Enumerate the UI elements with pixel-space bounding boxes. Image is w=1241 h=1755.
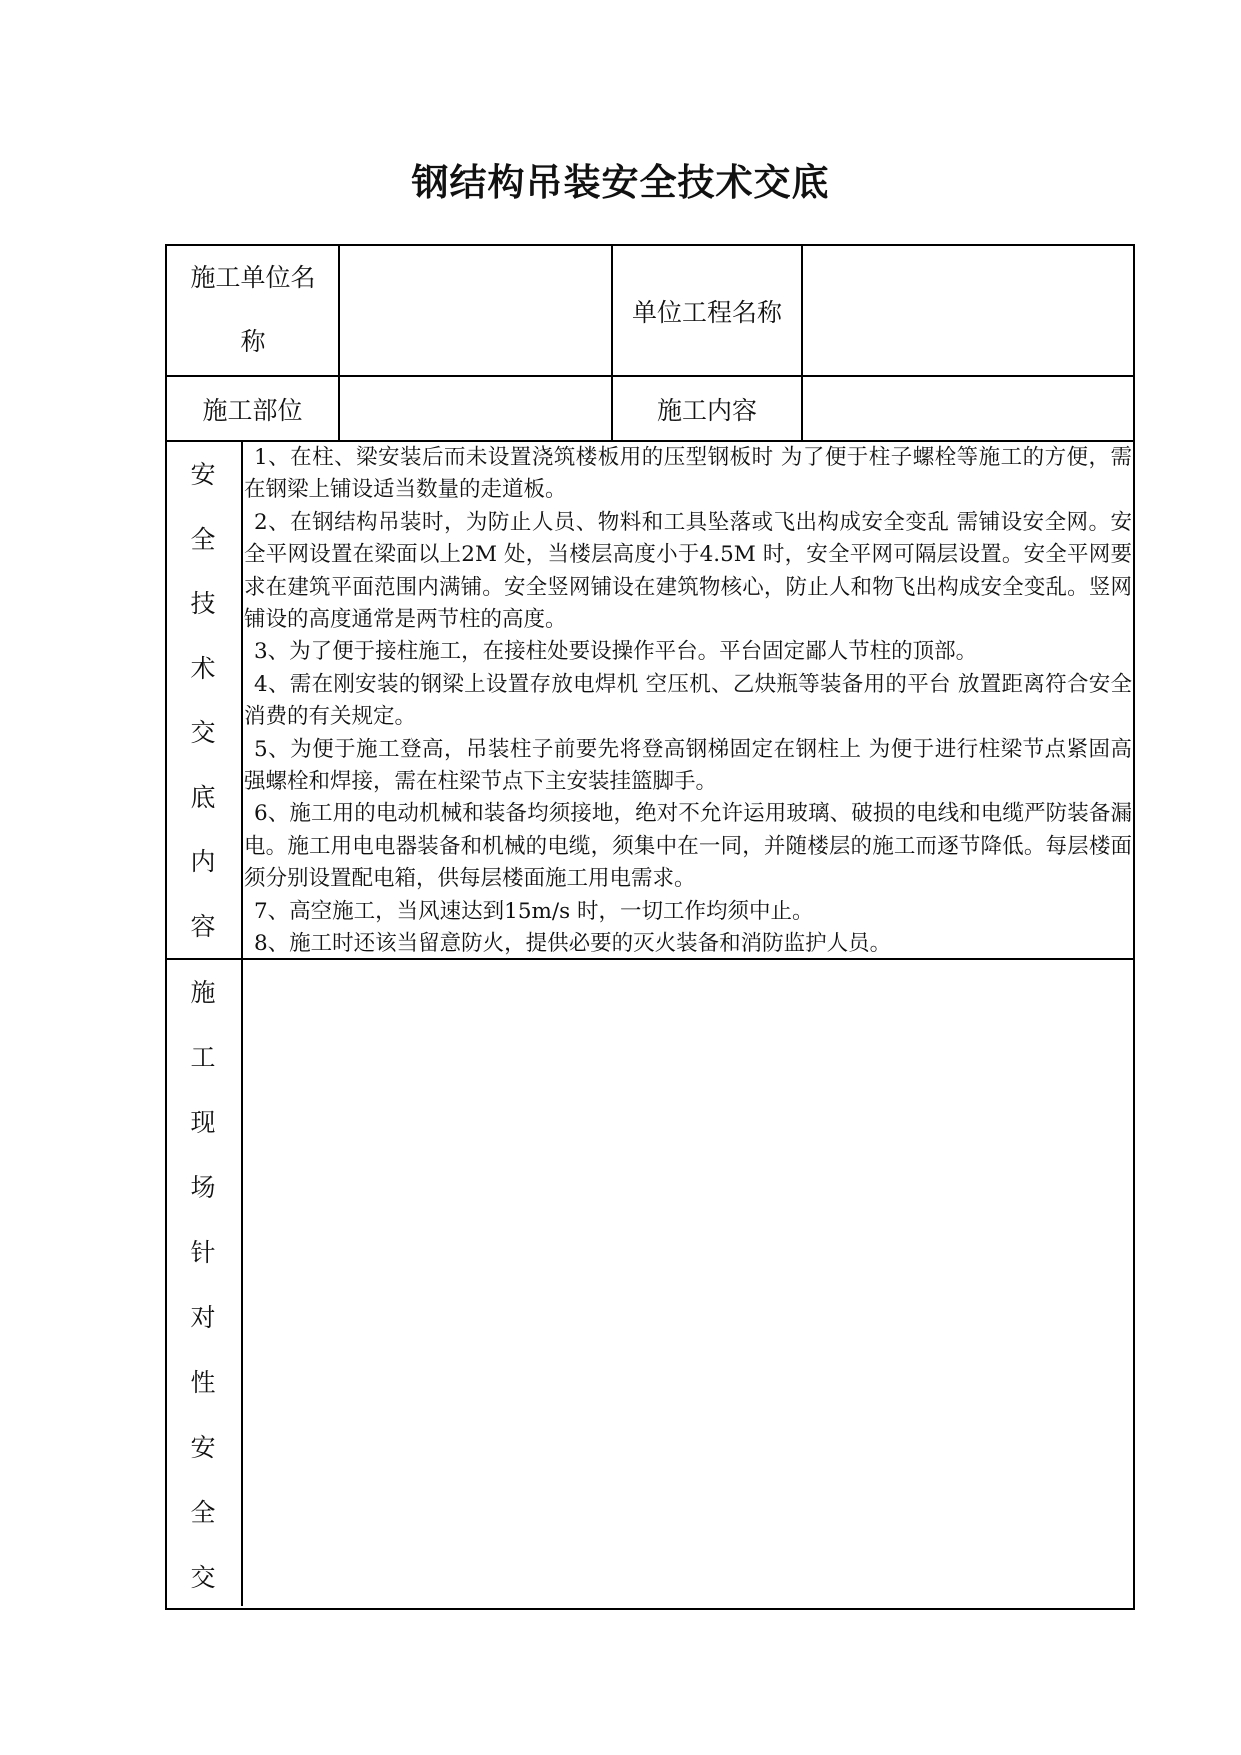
construction-unit-value[interactable] — [340, 246, 611, 375]
safety-item: 2、在钢结构吊装时，为防止人员、物料和工具坠落或飞出构成安全变乱 需铺设安全网。安全平网设置在梁面以上2M 处，当楼层高度小于4.5M 时，安全平网可隔层设置。安全平网要求在建筑平面范围内满铺。安全竖网铺设在建筑物核心，防止人和物飞出构成安全变乱。竖网铺设的高度通常是两节柱的高度。 — [244, 509, 1132, 633]
safety-item: 7、高空施工，当风速达到15m/s 时，一切工作均须中止。 — [254, 898, 814, 924]
project-name-label: 单位工程名称 — [631, 297, 782, 327]
location-value[interactable] — [340, 377, 611, 440]
safety-item: 6、施工用的电动机械和装备均须接地，绝对不允许运用玻璃、破损的电线和电缆严防装备漏电。施工用电电器装备和机械的电缆，须集中在一同，并随楼层的施工而逐节降低。每层楼面须分别设置配电箱，供每层楼面施工用电需求。 — [244, 801, 1132, 892]
project-name-value[interactable] — [803, 246, 1131, 375]
safety-content-label: 安 全 技 术 交 底 内 容 — [190, 460, 216, 941]
location-label: 施工部位 — [202, 395, 303, 425]
safety-item: 8、施工时还该当留意防火，提供必要的灭火装备和消防监护人员。 — [254, 931, 892, 957]
site-specific-label: 施 工 现 场 针 对 性 安 全 交 — [190, 978, 216, 1592]
safety-item: 5、为便于施工登高，吊装柱子前要先将登高钢梯固定在钢柱上 为便于进行柱梁节点紧固高强螺栓和焊接，需在柱梁节点下主安装挂篮脚手。 — [244, 736, 1132, 795]
site-specific-content[interactable] — [243, 960, 1131, 1606]
safety-content-body — [244, 442, 1132, 961]
page-title: 钢结构吊装安全技术交底 — [411, 161, 830, 204]
work-content-label: 施工内容 — [656, 395, 757, 425]
safety-item: 4、需在刚安装的钢梁上设置存放电焊机 空压机、乙炔瓶等装备用的平台 放置距离符合安全消费的有关规定。 — [244, 671, 1132, 730]
construction-unit-label: 施工单位名称 — [190, 263, 316, 356]
work-content-value[interactable] — [803, 377, 1131, 440]
safety-item: 3、为了便于接柱施工，在接柱处要设操作平台。平台固定鄙人节柱的顶部。 — [254, 639, 978, 665]
safety-item: 1、在柱、梁安装后而未设置浇筑楼板用的压型钢板时 为了便于柱子螺栓等施工的方便，需在钢梁上铺设适当数量的走道板。 — [244, 445, 1132, 503]
